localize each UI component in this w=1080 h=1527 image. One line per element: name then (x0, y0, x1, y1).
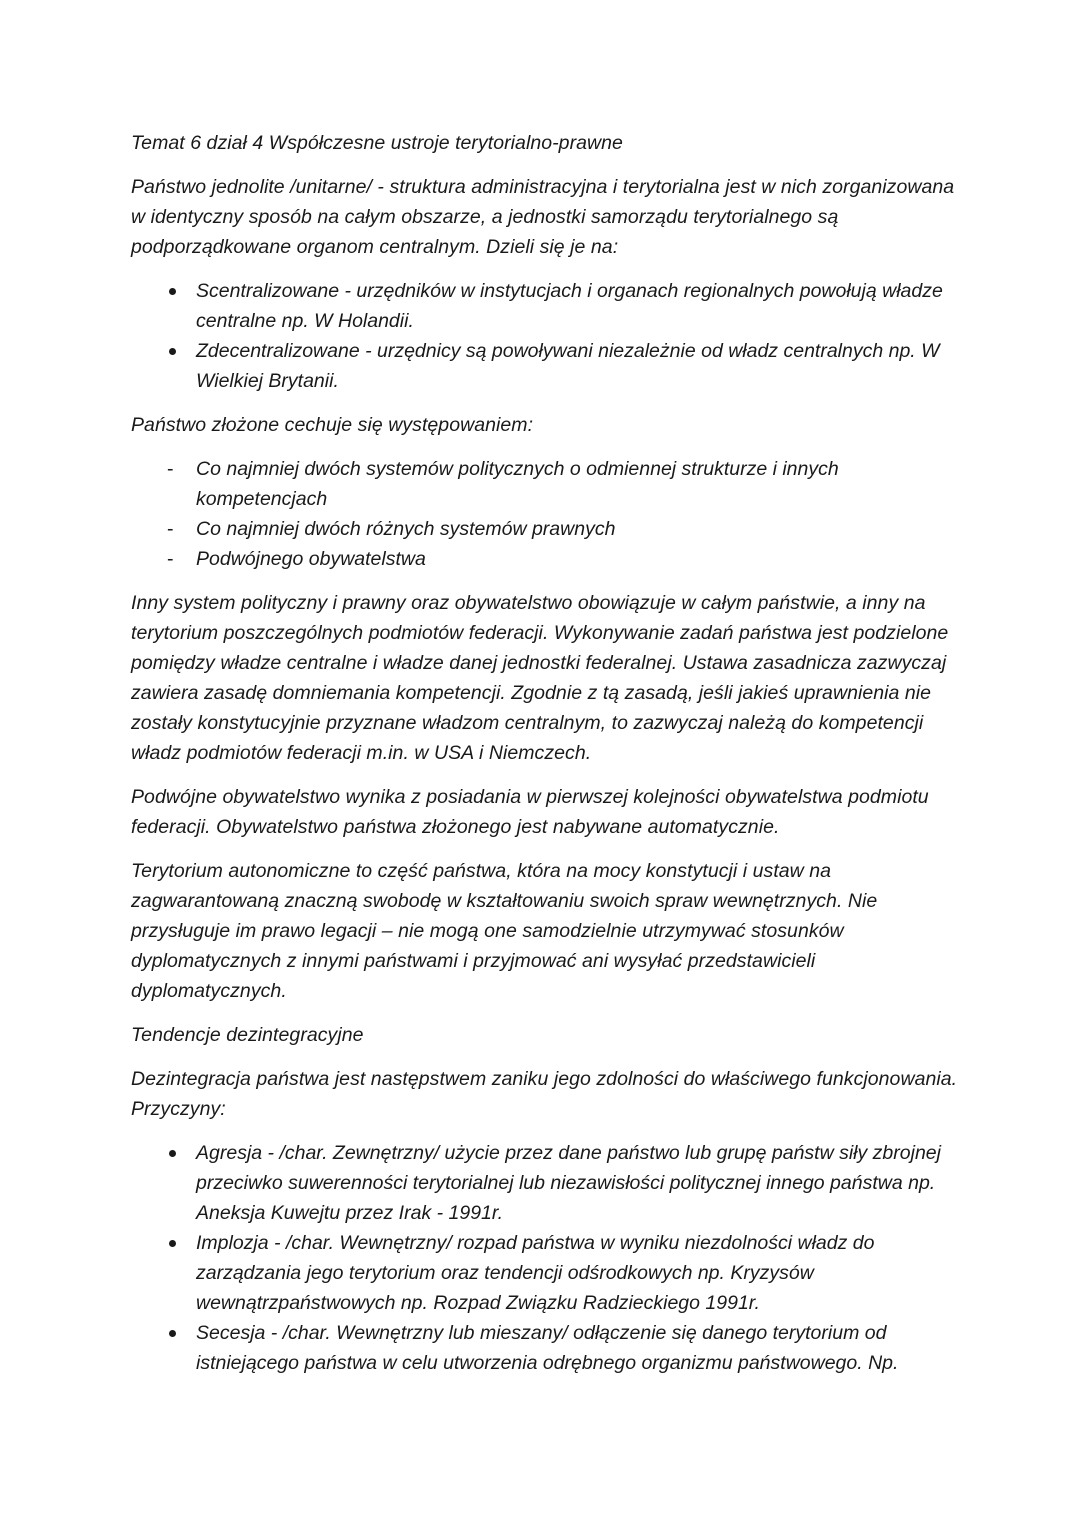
list-item (131, 1138, 961, 1228)
list-item-text: Co najmniej dwóch różnych systemów prawnych (196, 518, 616, 540)
bullet-icon (169, 1330, 176, 1337)
disintegration-heading: Tendencje dezintegracyjne (131, 1024, 364, 1046)
list-item-text: Agresja - /char. Zewnętrzny/ użycie przez dane państwo lub grupę państw siły zbrojnej przeciwko suwerenności terytorialnej lub niezawisłości politycznej innego państwa np. Aneksja Kuwejtu przez Irak - 1991r. (196, 1142, 941, 1224)
citizenship-paragraph: Podwójne obywatelstwo wynika z posiadania w pierwszej kolejności obywatelstwa podmiotu federacji. Obywatelstwo państwa złożonego jest nabywane automatycznie. (131, 786, 929, 838)
list-item-text: Podwójnego obywatelstwa (196, 548, 426, 570)
dash-icon: - (167, 548, 174, 570)
list-item (131, 544, 961, 574)
bullet-icon (169, 348, 176, 355)
unitary-types-list (131, 276, 961, 396)
bullet-icon (169, 288, 176, 295)
list-item (131, 514, 961, 544)
autonomy-paragraph: Terytorium autonomiczne to część państwa, która na mocy konstytucji i ustaw na zagwarantowaną znaczną swobodę w kształtowaniu swoich spraw wewnętrznych. Nie przysługuje im prawo legacji – nie mogą one samodzielnie utrzymywać stosunków dyplomatycznych z innymi państwami i przyjmować ani wysyłać przedstawicieli dyplomatycznych. (131, 860, 878, 1002)
list-item (131, 336, 961, 396)
list-item-text: Co najmniej dwóch systemów politycznych o odmiennej strukturze i innych kompetencjach (196, 458, 839, 510)
causes-list (131, 1138, 961, 1378)
complex-features-list (131, 454, 961, 574)
list-item (131, 1318, 961, 1378)
complex-state-intro: Państwo złożone cechuje się występowaniem: (131, 414, 534, 436)
federation-paragraph: Inny system polityczny i prawny oraz obywatelstwo obowiązuje w całym państwie, a inny na terytorium poszczególnych podmiotów federacji. Wykonywanie zadań państwa jest podzielone pomiędzy władze centralne i władze danej jednostki federalnej. Ustawa zasadnicza zazwyczaj zawiera zasadę domniemania kompetencji. Zgodnie z tą zasadą, jeśli jakieś uprawnienia nie zostały konstytucyjnie przyznane władzom centralnym, to zazwyczaj należą do kompetencji władz podmiotów federacji m.in. w USA i Niemczech. (131, 592, 949, 764)
list-item-text: Zdecentralizowane - urzędnicy są powoływani niezależnie od władz centralnych np. W Wielkiej Brytanii. (196, 340, 940, 392)
document-title: Temat 6 dział 4 Współczesne ustroje terytorialno-prawne (131, 132, 623, 154)
unitary-state-paragraph: Państwo jednolite /unitarne/ - struktura administracyjna i terytorialna jest w nich zorganizowana w identyczny sposób na całym obszarze, a jednostki samorządu terytorialnego są podporządkowane organom centralnym. Dzieli się je na: (131, 176, 955, 258)
list-item (131, 454, 961, 514)
list-item (131, 276, 961, 336)
document-page (131, 128, 961, 1392)
list-item-text: Secesja - /char. Wewnętrzny lub mieszany/ odłączenie się danego terytorium od istniejącego państwa w celu utworzenia odrębnego organizmu państwowego. Np. (196, 1322, 899, 1374)
dash-icon: - (167, 518, 174, 540)
list-item-text: Implozja - /char. Wewnętrzny/ rozpad państwa w wyniku niezdolności władz do zarządzania jego terytorium oraz tendencji odśrodkowych np. Kryzysów wewnątrzpaństwowych np. Rozpad Związku Radzieckiego 1991r. (196, 1232, 875, 1314)
list-item-text: Scentralizowane - urzędników w instytucjach i organach regionalnych powołują władze centralne np. W Holandii. (196, 280, 943, 332)
bullet-icon (169, 1150, 176, 1157)
disintegration-paragraph: Dezintegracja państwa jest następstwem zaniku jego zdolności do właściwego funkcjonowania. Przyczyny: (131, 1068, 958, 1120)
dash-icon: - (167, 458, 174, 480)
bullet-icon (169, 1240, 176, 1247)
list-item (131, 1228, 961, 1318)
